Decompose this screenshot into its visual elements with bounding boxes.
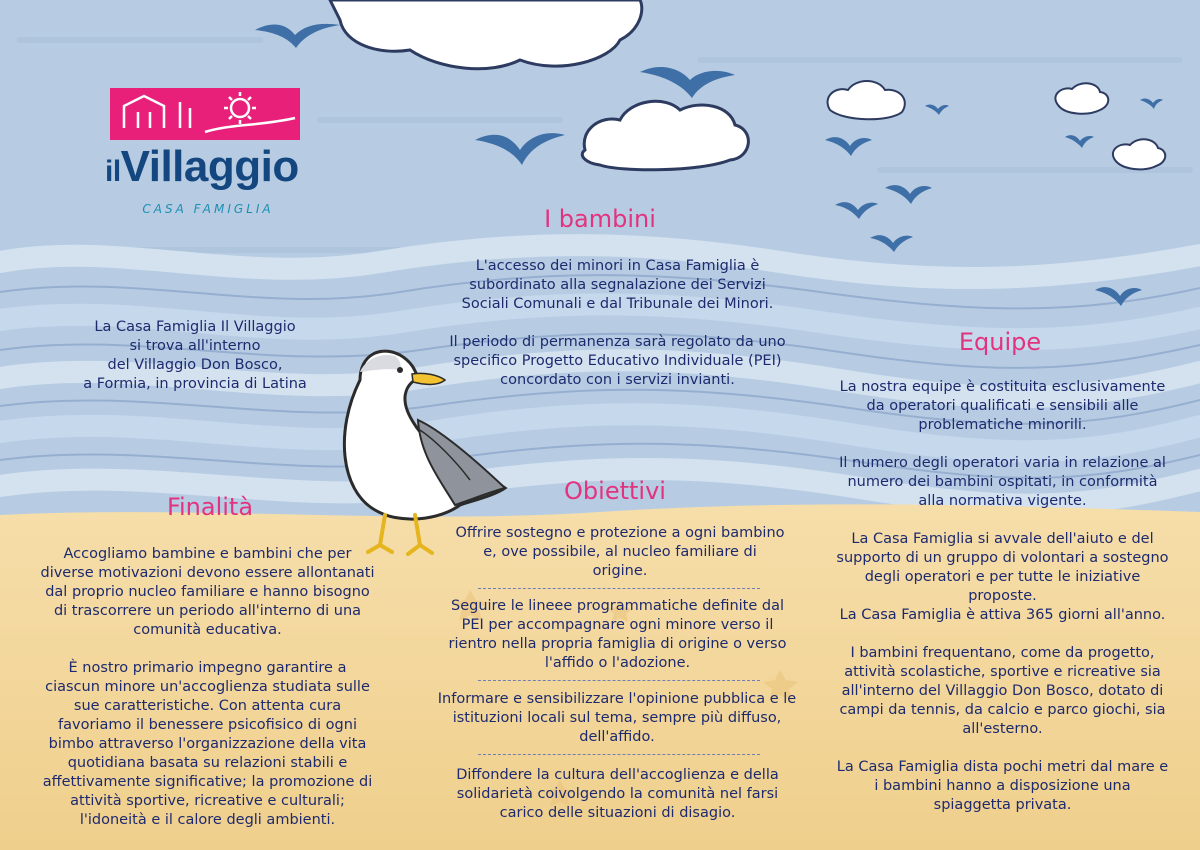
equipe-paragraph: I bambini frequentano, come da progetto, attività scolastiche, sportive e ricreative sia all'interno del Villaggio Don Bosco, dotato di campi da tennis, da calcio e parco giochi, sia all'esterno. — [839, 645, 1166, 737]
finalita-paragraph: Accogliamo bambine e bambini che per diverse motivazioni devono essere allontanati dal proprio nucleo familiare e hanno bisogno di trascorrere un periodo all'interno di una comunità educativa. — [40, 546, 375, 638]
intro-line: a Formia, in provincia di Latina — [83, 376, 307, 392]
equipe-heading: Equipe — [958, 328, 1042, 356]
logo-subtitle: CASA FAMIGLIA — [142, 202, 274, 216]
obiettivi-separator — [478, 680, 760, 681]
equipe-text — [835, 378, 1170, 815]
obiettivi-item: Informare e sensibilizzare l'opinione pubblica e le istituzioni locali sul tema, sempre più diffuso, dell'affido. — [437, 691, 797, 745]
obiettivi-item: Seguire le lineee programmatiche definite dal PEI per accompagnare ogni minore verso il rientro nella propria famiglia di origine o verso l'affido o l'adozione. — [448, 598, 787, 671]
finalita-text — [40, 545, 375, 830]
finalita-paragraph: È nostro primario impegno garantire a ciascun minore un'accoglienza studiata sulle sue caratteristiche. Con attenta cura favoriamo il benessere psicofisico di ogni bimbo attraverso l'organizzazione della vita quotidiana basata su relazioni stabili e affettivamente significative; la promozione di attività sportive, ricreative e culturali; l'idoneità e il calore degli ambienti. — [42, 660, 373, 828]
equipe-paragraph: La nostra equipe è costituita esclusivamente da operatori qualificati e sensibili alle problematiche minorili. — [839, 379, 1166, 433]
intro-line: del Villaggio Don Bosco, — [107, 357, 283, 373]
obiettivi-item: Offrire sostegno e protezione a ogni bambino e, ove possibile, al nucleo familiare di origine. — [455, 525, 785, 579]
bambini-text — [445, 257, 790, 390]
bambini-heading: I bambini — [544, 205, 656, 233]
bambini-paragraph: Il periodo di permanenza sarà regolato da uno specifico Progetto Educativo Individuale (PEI) concordato con i servizi invianti. — [449, 334, 786, 388]
obiettivi-separator — [478, 588, 760, 589]
bambini-paragraph: L'accesso dei minori in Casa Famiglia è subordinato alla segnalazione dei Servizi Sociali Comunali e dal Tribunale dei Minori. — [461, 258, 774, 312]
logo-name-main: Villaggio — [120, 142, 299, 191]
intro-text — [80, 318, 310, 394]
logo-name — [105, 142, 315, 192]
equipe-paragraph: La Casa Famiglia dista pochi metri dal mare e i bambini hanno a disposizione una spiaggetta privata. — [836, 759, 1169, 813]
obiettivi-item: Diffondere la cultura dell'accoglienza e della solidarietà coivolgendo la comunità nel farsi carico delle situazioni di disagio. — [456, 767, 779, 821]
finalita-heading: Finalità — [166, 493, 254, 521]
logo-name-prefix: il — [105, 155, 121, 188]
intro-line: si trova all'interno — [129, 338, 261, 354]
equipe-paragraph: La Casa Famiglia si avvale dell'aiuto e del supporto di un gruppo di volontari a sostegno degli operatori e per tutte le iniziative proposte. — [836, 531, 1169, 604]
equipe-paragraph: Il numero degli operatori varia in relazione al numero dei bambini ospitati, in conformità alla normativa vigente. — [839, 455, 1166, 509]
logo-graphic — [110, 88, 300, 140]
obiettivi-heading: Obiettivi — [564, 477, 666, 505]
obiettivi-separator — [478, 754, 760, 755]
equipe-paragraph: La Casa Famiglia è attiva 365 giorni all'anno. — [839, 607, 1166, 623]
intro-line: La Casa Famiglia Il Villaggio — [94, 319, 296, 335]
